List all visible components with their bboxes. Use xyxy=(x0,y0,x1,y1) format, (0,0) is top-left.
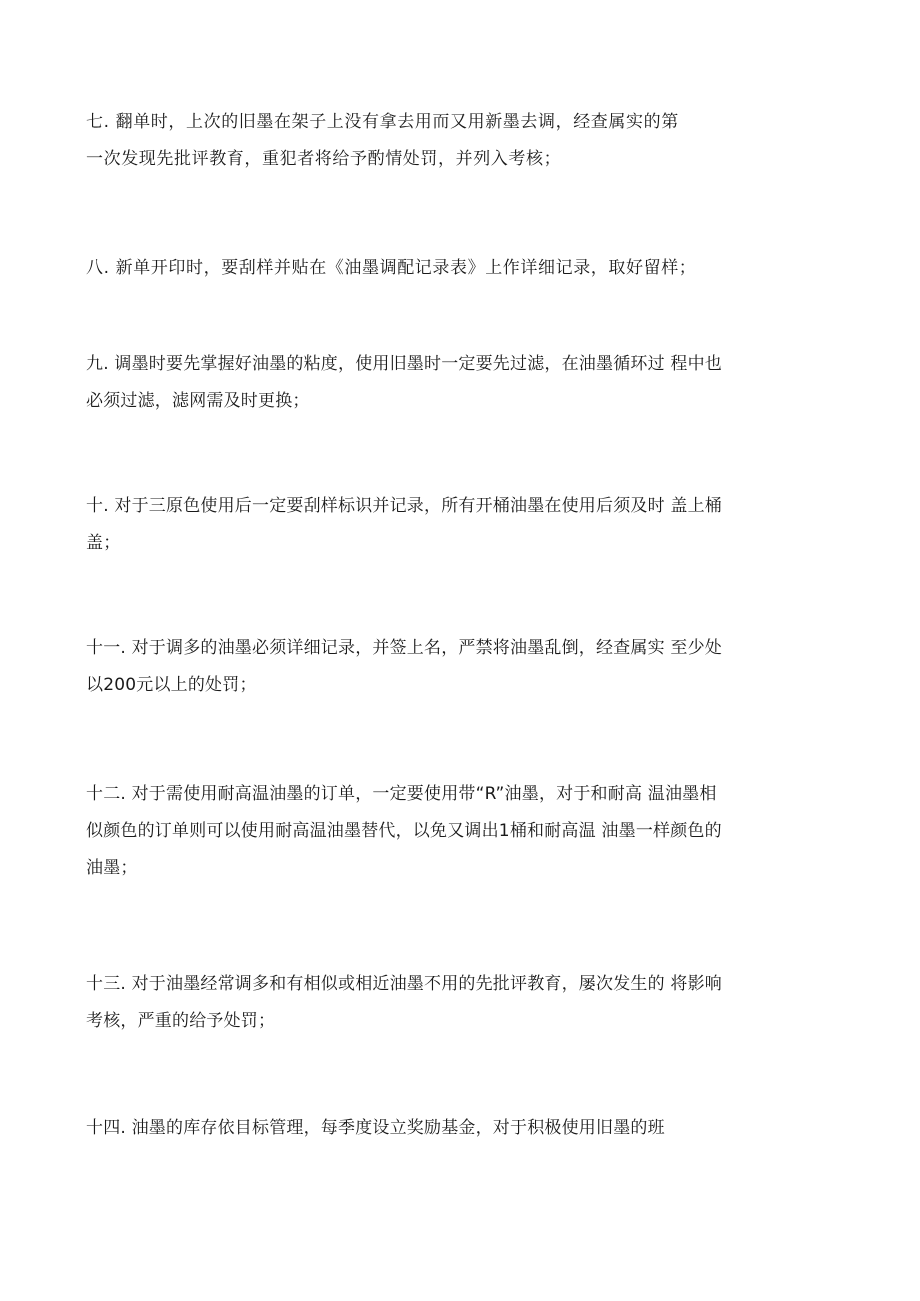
text-line: 考核，严重的给予处罚； xyxy=(86,1011,276,1031)
text-line: 似颜色的订单则可以使用耐高温油墨替代，以免又调出1桶和耐高温 油墨一样颜色的 xyxy=(86,821,722,841)
text-line: 七. 翻单时，上次的旧墨在架子上没有拿去用而又用新墨去调，经查属实的第 xyxy=(86,112,679,132)
text-line: 十二. 对于需使用耐高温油墨的订单，一定要使用带“R”油墨，对于和耐高 温油墨相 xyxy=(86,784,717,804)
text-line: 十. 对于三原色使用后一定要刮样标识并记录，所有开桶油墨在使用后须及时 盖上桶 xyxy=(86,496,723,516)
rule-paragraph-8 xyxy=(86,250,836,287)
rule-paragraph-10 xyxy=(86,488,836,562)
rule-paragraph-7 xyxy=(86,104,836,178)
rule-paragraph-13 xyxy=(86,966,836,1040)
rule-paragraph-9 xyxy=(86,346,836,420)
rule-paragraph-11 xyxy=(86,630,836,704)
text-line: 十三. 对于油墨经常调多和有相似或相近油墨不用的先批评教育，屡次发生的 将影响 xyxy=(86,974,723,994)
text-line: 以200元以上的处罚； xyxy=(86,675,257,695)
text-line: 九. 调墨时要先掌握好油墨的粘度，使用旧墨时一定要先过滤，在油墨循环过 程中也 xyxy=(86,354,723,374)
text-line: 油墨； xyxy=(86,858,138,878)
text-line: 十一. 对于调多的油墨必须详细记录，并签上名，严禁将油墨乱倒，经查属实 至少处 xyxy=(86,638,723,658)
text-line: 必须过滤，滤网需及时更换； xyxy=(86,391,310,411)
text-line: 八. 新单开印时，要刮样并贴在《油墨调配记录表》上作详细记录，取好留样； xyxy=(86,258,697,278)
rule-paragraph-12 xyxy=(86,776,836,887)
text-line: 盖； xyxy=(86,533,121,553)
text-line: 十四. 油墨的库存依目标管理，每季度设立奖励基金，对于积极使用旧墨的班 xyxy=(86,1118,665,1138)
rule-paragraph-14 xyxy=(86,1110,836,1147)
text-line: 一次发现先批评教育，重犯者将给予酌情处罚，并列入考核； xyxy=(86,149,562,169)
